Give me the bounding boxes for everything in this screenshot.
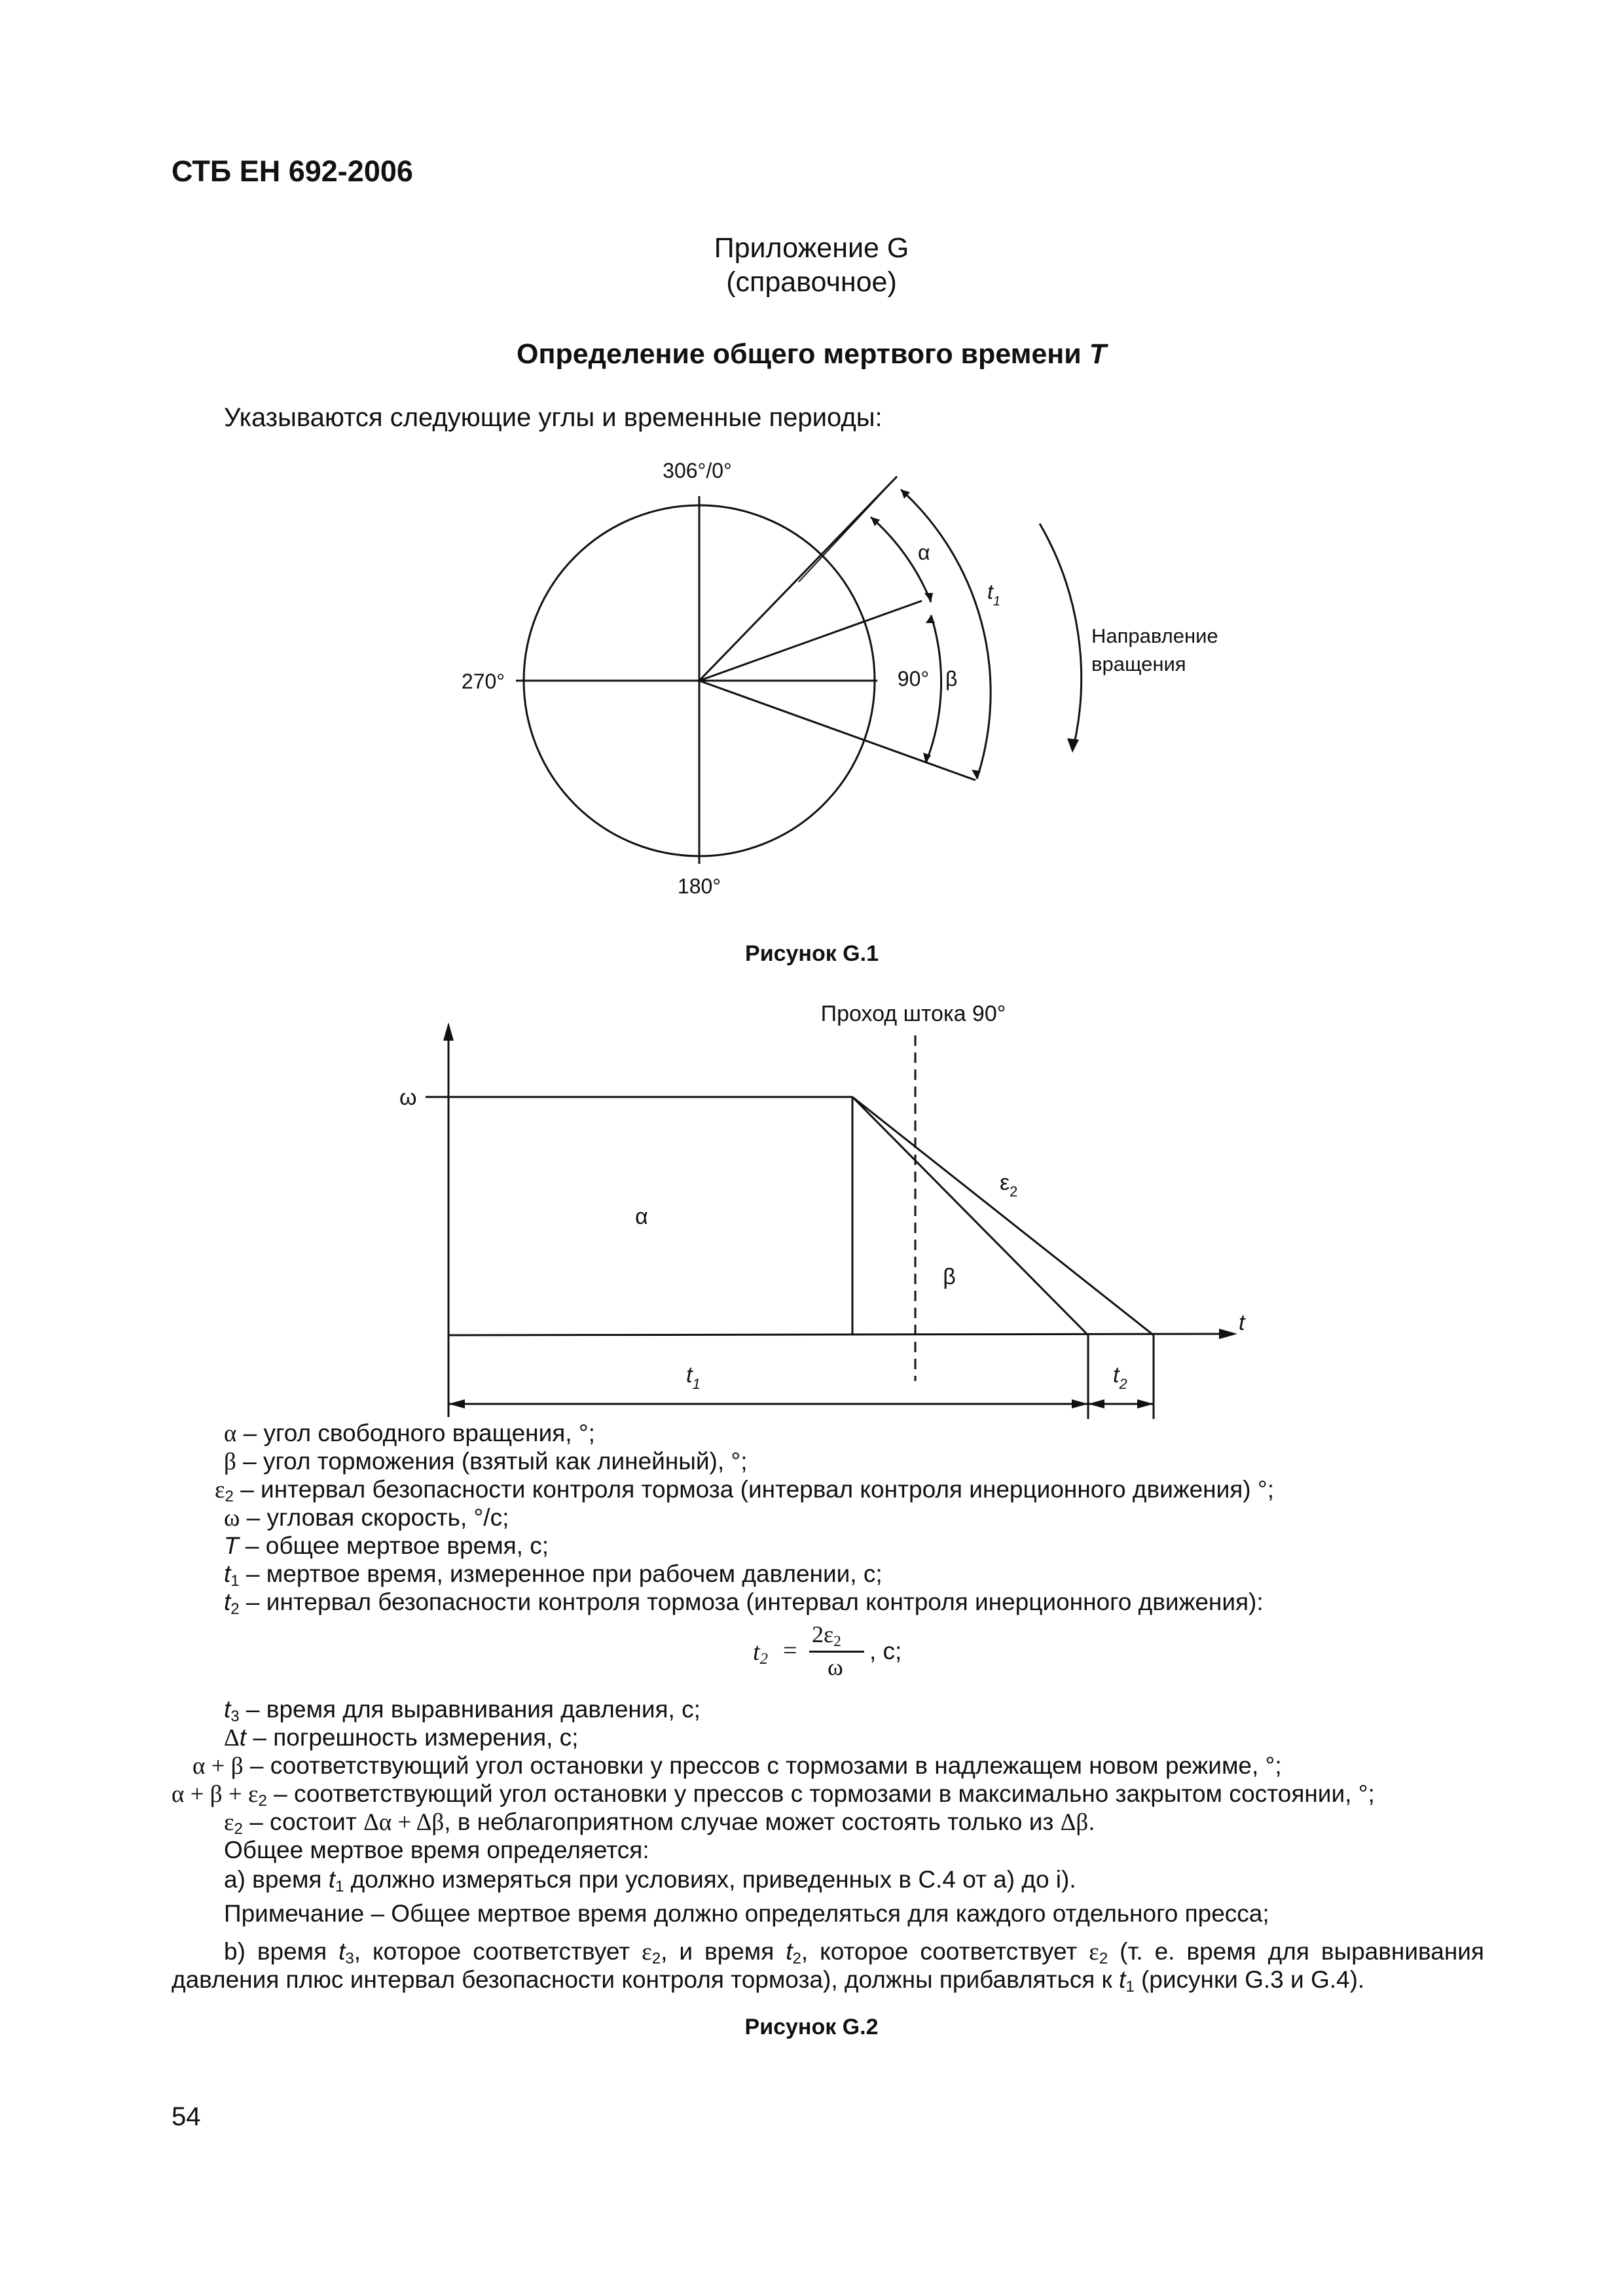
figure-g1-caption: Рисунок G.1: [745, 941, 879, 966]
direction-arc: [1040, 524, 1082, 746]
formula-unit: , с;: [869, 1638, 902, 1664]
label-left-angle: 270°: [461, 670, 505, 693]
radius-stop: [699, 681, 976, 780]
legend-alpha-beta-eps: $\alpha + \beta + \varepsilon_2$ – соответствующий угол остановки у прессов с тормозами в максимально закрытом состоянии, °;: [172, 1780, 1375, 1810]
legend-alpha-plus-beta: α + β – соответствующий угол остановки у прессов с тормозами в надлежащем новом режиме, °;: [192, 1752, 1282, 1780]
time-axis-arrow: [1219, 1329, 1237, 1339]
t-axis-label: t: [1239, 1310, 1245, 1335]
item-b-line1: b) время $t_3$, которое соответствует $\varepsilon_2$, и время $t_2$, которое соответствует $\varepsilon_2$ (т. е. время для выравнивания: [224, 1938, 1484, 1967]
stroke-90-label: Проход штока 90°: [820, 1001, 1006, 1026]
direction-label-line1: Направление: [1091, 624, 1218, 647]
document-code: СТБ ЕН 692-2006: [172, 154, 413, 188]
total-dead-time-text: Общее мертвое время определяется:: [224, 1837, 649, 1863]
annex-subtitle: (справочное): [726, 266, 897, 298]
section-title-var: T: [1089, 338, 1106, 370]
omega-label: ω: [399, 1085, 417, 1110]
formula-numerator: $2\varepsilon_2$: [812, 1621, 841, 1650]
legend-t3: $t_3$ – время для выравнивания давления, с;: [224, 1696, 701, 1725]
section-title-text: Определение общего мертвого времени: [517, 338, 1089, 370]
formula-t2: [753, 1618, 923, 1690]
time-axis: [448, 1334, 1231, 1335]
formula-denominator: ω: [828, 1654, 843, 1680]
note-text: Примечание – Общее мертвое время должно определяться для каждого отдельного пресса;: [224, 1900, 1269, 1927]
page-number: 54: [172, 2102, 201, 2131]
formula-equals: =: [783, 1637, 797, 1664]
label-alpha: α: [918, 541, 930, 564]
formula-lhs: $t_2$: [753, 1638, 768, 1668]
item-a: a) время $t_1$ должно измеряться при условиях, приведенных в С.4 от а) до i).: [224, 1866, 1076, 1895]
label-top-angle: 306°/0°: [663, 459, 732, 482]
legend-eps2-composition: $\varepsilon_2$ – состоит Δα + Δβ, в неблагоприятном случае может состоять только из Δβ.: [224, 1808, 1095, 1838]
label-t1: $t_1$: [987, 580, 1001, 609]
item-b-line2: давления плюс интервал безопасности контроля тормоза), должны прибавляться к $t_1$ (рисунки G.3 и G.4).: [172, 1966, 1365, 1996]
figure-g2: [0, 982, 1623, 1440]
beta-decel-line: [852, 1097, 1088, 1335]
eps2-label: $\varepsilon_2$: [1000, 1170, 1018, 1200]
annex-title: Приложение G: [714, 232, 909, 264]
legend-t2: $t_2$ – интервал безопасности контроля тормоза (интервал контроля инерционного движения):: [224, 1588, 1264, 1618]
label-bottom-angle: 180°: [677, 874, 721, 898]
label-right-angle: 90°: [897, 667, 930, 691]
legend-omega: ω – угловая скорость, °/с;: [224, 1504, 509, 1532]
legend-alpha: α – угол свободного вращения, °;: [224, 1420, 595, 1447]
direction-arrowhead: [1067, 738, 1079, 753]
legend-t1: $t_1$ – мертвое время, измеренное при рабочем давлении, с;: [224, 1560, 883, 1590]
legend-eps2: $\varepsilon_2$ – интервал безопасности контроля тормоза (интервал контроля инерционного движения) °;: [215, 1476, 1274, 1505]
label-beta: β: [945, 667, 958, 691]
t1-arc: [901, 490, 991, 779]
legend-delta-t: Δt – погрешность измерения, с;: [224, 1724, 579, 1751]
figure-g1: [0, 0, 1623, 982]
alpha-region-label: α: [635, 1204, 648, 1229]
radius-alpha-end: [699, 601, 922, 681]
beta-region-label: β: [943, 1265, 956, 1289]
legend-beta: β – угол торможения (взятый как линейный), °;: [224, 1448, 748, 1475]
direction-label-line2: вращения: [1091, 653, 1186, 675]
figure-g2-caption: Рисунок G.2: [744, 2015, 879, 2039]
legend-T: T – общее мертвое время, с;: [224, 1532, 549, 1559]
intro-text: Указываются следующие углы и временные периоды:: [224, 403, 883, 432]
omega-axis-arrow: [443, 1022, 454, 1041]
t2-dimension-label: $t_2$: [1113, 1363, 1127, 1392]
t1-dimension-label: $t_1$: [686, 1363, 701, 1392]
formula-fraction-bar: [809, 1651, 864, 1653]
eps2-decel-line: [852, 1097, 1154, 1335]
